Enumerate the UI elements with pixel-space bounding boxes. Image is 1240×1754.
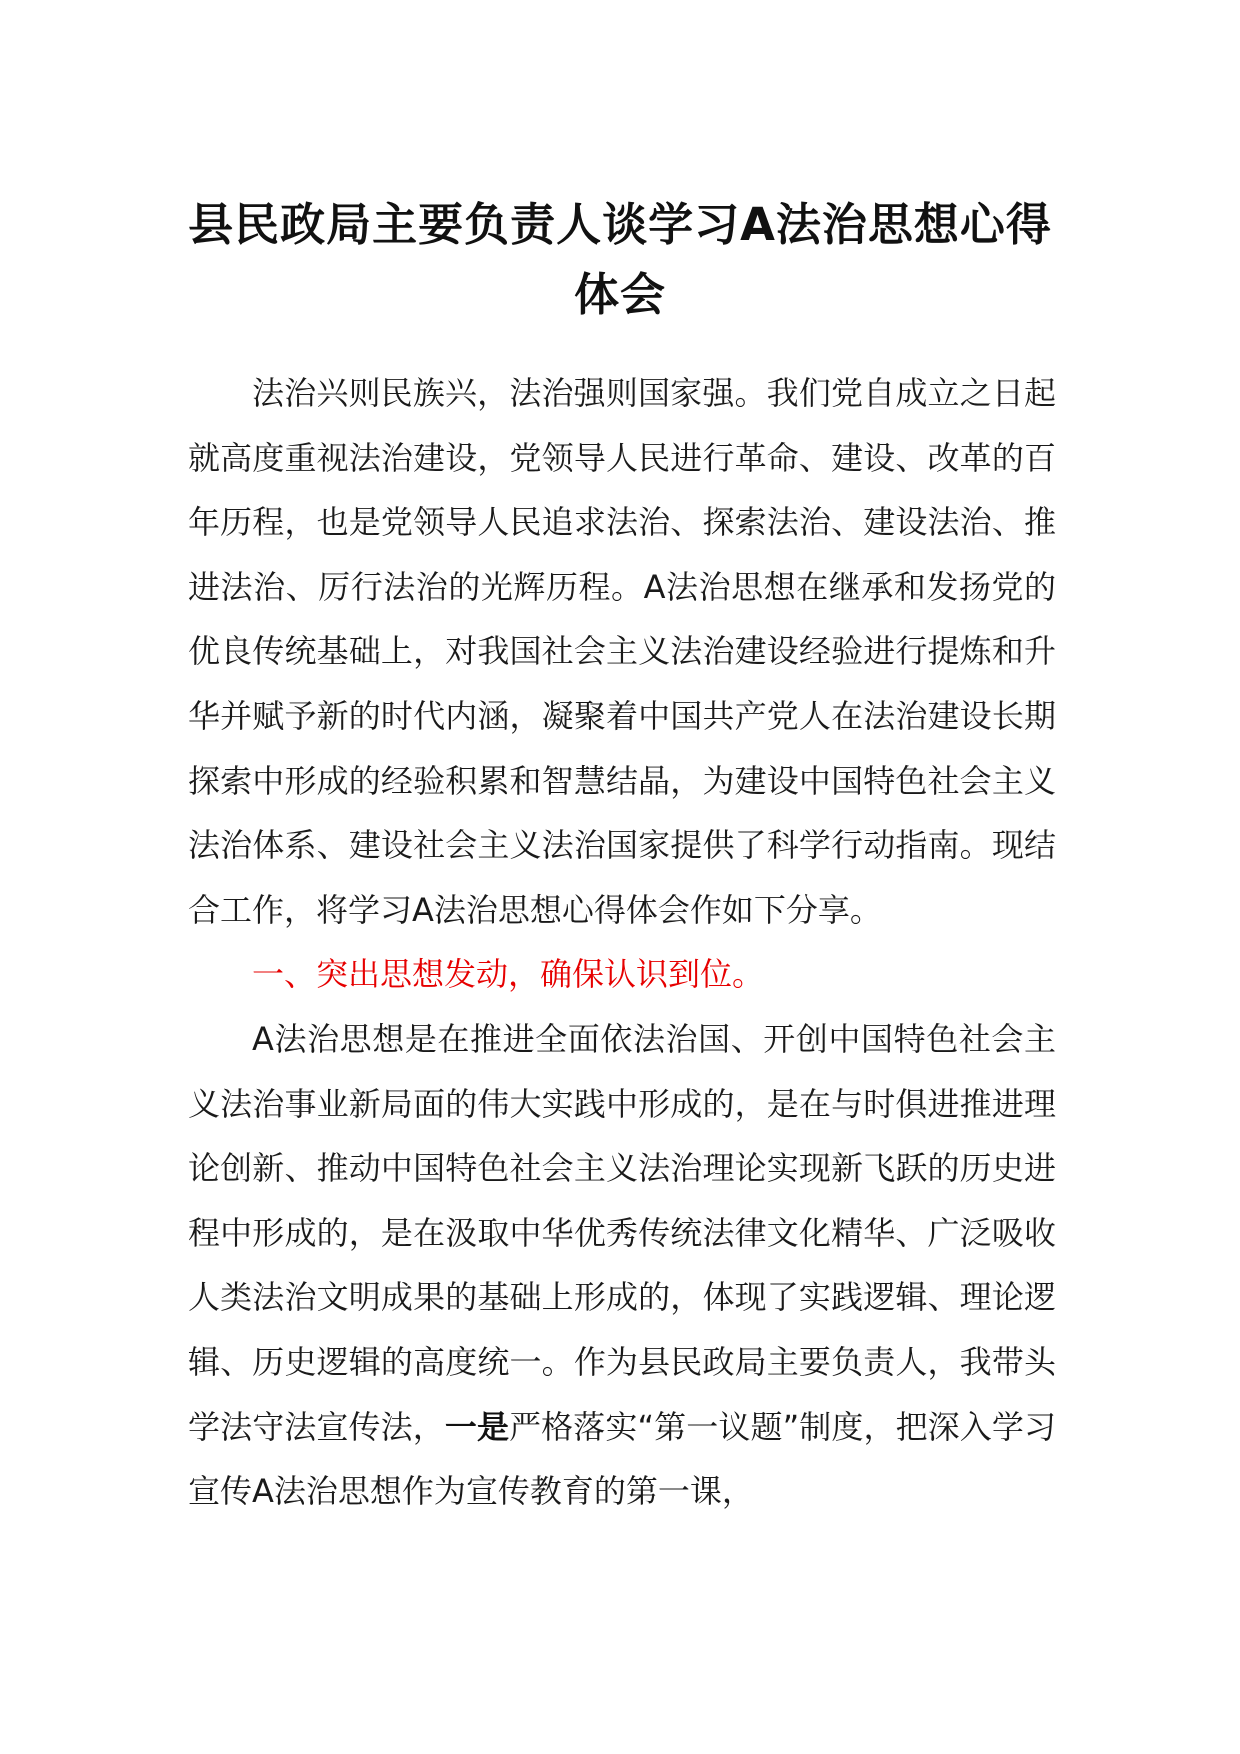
document-body: [188, 361, 1056, 1524]
paragraph-section-1: [188, 1007, 1056, 1524]
title-line-1: 县民政局主要负责人谈学习A法治思想心得: [188, 198, 1052, 251]
section-heading-1: 一、突出思想发动，确保认识到位。: [252, 955, 765, 994]
paragraph-section-1-text-cont: 严格落实“第一议题”制度，把深入学习宣传A法治思想作为宣传教育的第一课，: [188, 1407, 1056, 1511]
document-title: [180, 190, 1060, 330]
paragraph-section-1-bold: 一是: [444, 1407, 510, 1446]
title-line-2: 体会: [573, 268, 666, 321]
paragraph-section-1-text: A法治思想是在推进全面依法治国、开创中国特色社会主义法治事业新局面的伟大实践中形成的，是在与时俱进推进理论创新、推动中国特色社会主义法治理论实现新飞跃的历史进程中形成的，是在汲取中华优秀传统法律文化精华、广泛吸收人类法治文明成果的基础上形成的，体现了实践逻辑、理论逻辑、历史逻辑的高度统一。作为县民政局主要负责人，我带头学法守法宣传法，: [188, 1019, 1056, 1446]
paragraph-intro: 法治兴则民族兴，法治强则国家强。我们党自成立之日起就高度重视法治建设，党领导人民进行革命、建设、改革的百年历程，也是党领导人民追求法治、探索法治、建设法治、推进法治、厉行法治的光辉历程。A法治思想在继承和发扬党的优良传统基础上，对我国社会主义法治建设经验进行提炼和升华并赋予新的时代内涵，凝聚着中国共产党人在法治建设长期探索中形成的经验积累和智慧结晶，为建设中国特色社会主义法治体系、建设社会主义法治国家提供了科学行动指南。现结合工作，将学习A法治思想心得体会作如下分享。: [188, 374, 1056, 929]
